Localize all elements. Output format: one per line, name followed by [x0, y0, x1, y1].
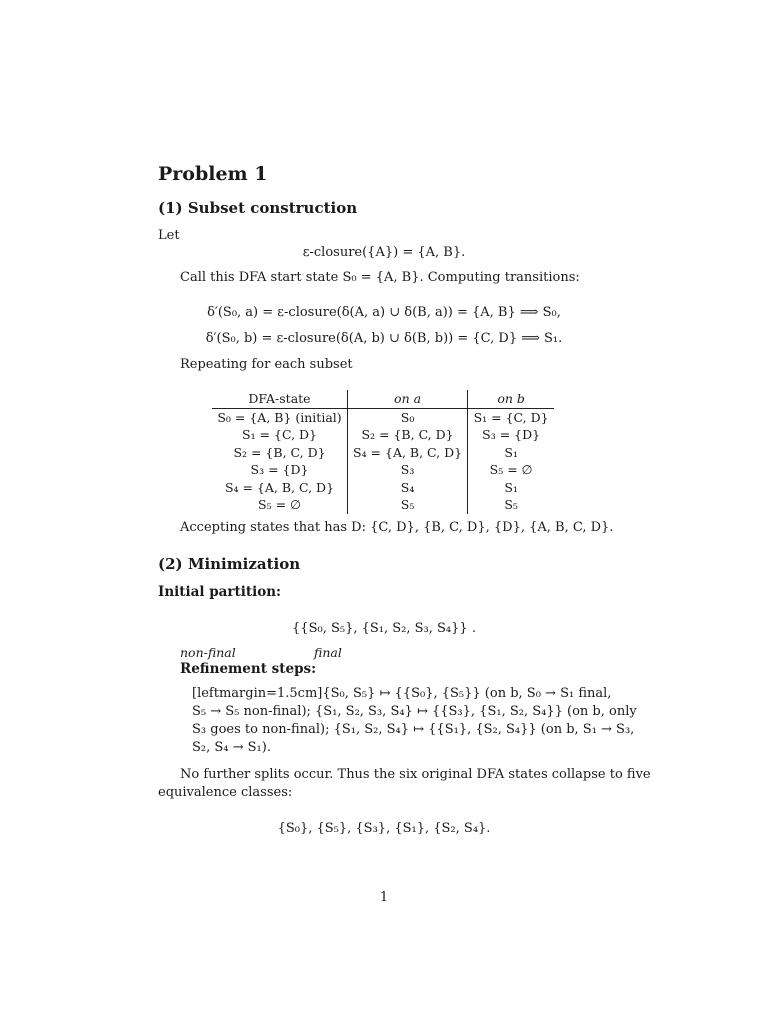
table-cell: S₅ = ∅ — [212, 496, 348, 514]
table-cell: S₃ = {D} — [482, 427, 541, 442]
start-state-text: Call this DFA start state S₀ = {A, B}. Computing transitions: — [180, 270, 580, 285]
refinement-line-2: S₅ → S₅ non-final); {S₁, S₂, S₃, S₄} ↦ {{S₃}, {S₁, S₂, S₄}} (on b, only — [192, 704, 637, 719]
header-dfa-state: DFA-state — [212, 390, 348, 408]
table-row — [212, 408, 554, 426]
equivalence-classes-equation: {S₀}, {S₅}, {S₃}, {S₁}, {S₂, S₄}. — [277, 821, 491, 836]
table-cell: S₂ = {B, C, D} — [348, 426, 468, 444]
table-cell: S₄ = {A, B, C, D} — [348, 444, 468, 462]
section-1-heading: (1) Subset construction — [158, 199, 358, 217]
repeating-text: Repeating for each subset — [180, 357, 353, 372]
table-row — [212, 426, 554, 444]
table-row — [212, 496, 554, 514]
conclusion-line-1: No further splits occur. Thus the six original DFA states collapse to five — [180, 767, 651, 782]
section-2-heading: (2) Minimization — [158, 555, 301, 573]
table-row — [212, 444, 554, 462]
header-on-b: on b — [468, 390, 555, 408]
non-final-label: non-final — [180, 645, 236, 660]
table-cell: S₅ = ∅ — [489, 462, 533, 477]
problem-title: Problem 1 — [158, 163, 268, 185]
initial-partition-heading: Initial partition: — [158, 584, 282, 600]
partition-equation: {{S₀, S₅}, {S₁, S₂, S₃, S₄}} . — [292, 621, 476, 636]
table-cell: S₄ — [348, 479, 468, 497]
header-on-a: on a — [348, 390, 468, 408]
refinement-heading: Refinement steps: — [180, 661, 317, 677]
transition-a-equation: δ′(S₀, a) = ε-closure(δ(A, a) ∪ δ(B, a)) = {A, B} ⟹ S₀, — [207, 305, 561, 320]
table-row — [212, 479, 554, 497]
conclusion-line-2: equivalence classes: — [158, 785, 293, 800]
let-text: Let — [158, 228, 180, 243]
transition-b-equation: δ′(S₀, b) = ε-closure(δ(A, b) ∪ δ(B, b)) = {C, D} ⟹ S₁. — [205, 331, 563, 346]
table-cell: S₀ = {A, B} (initial) — [212, 408, 348, 426]
table-cell: S₁ — [504, 479, 518, 495]
refinement-line-1: [leftmargin=1.5cm]{S₀, S₅} ↦ {{S₀}, {S₅}} (on b, S₀ → S₁ final, — [192, 686, 612, 701]
table-header-row — [212, 390, 554, 408]
table-row — [212, 461, 554, 479]
accepting-states-text: Accepting states that has D: {C, D}, {B, C, D}, {D}, {A, B, C, D}. — [180, 520, 614, 535]
refinement-line-4: S₂, S₄ → S₁). — [192, 740, 271, 755]
table-cell: S₃ — [348, 461, 468, 479]
table-cell: S₂ = {B, C, D} — [212, 444, 348, 462]
table-cell: S₁ — [504, 444, 518, 460]
table-cell: S₅ — [504, 497, 518, 512]
table-cell: S₁ = {C, D} — [212, 426, 348, 444]
refinement-line-3: S₃ goes to non-final); {S₁, S₂, S₄} ↦ {{S₁}, {S₂, S₄}} (on b, S₁ → S₃, — [192, 722, 635, 737]
table-cell: S₃ = {D} — [212, 461, 348, 479]
dfa-transition-table — [212, 390, 554, 514]
closure-equation: ε-closure({A}) = {A, B}. — [302, 245, 466, 260]
table-cell: S₄ = {A, B, C, D} — [212, 479, 348, 497]
table-cell: S₅ — [348, 496, 468, 514]
final-label: final — [314, 645, 342, 660]
page-number: 1 — [379, 890, 389, 905]
table-cell: S₁ = {C, D} — [473, 409, 549, 425]
table-cell: S₀ — [348, 408, 468, 426]
